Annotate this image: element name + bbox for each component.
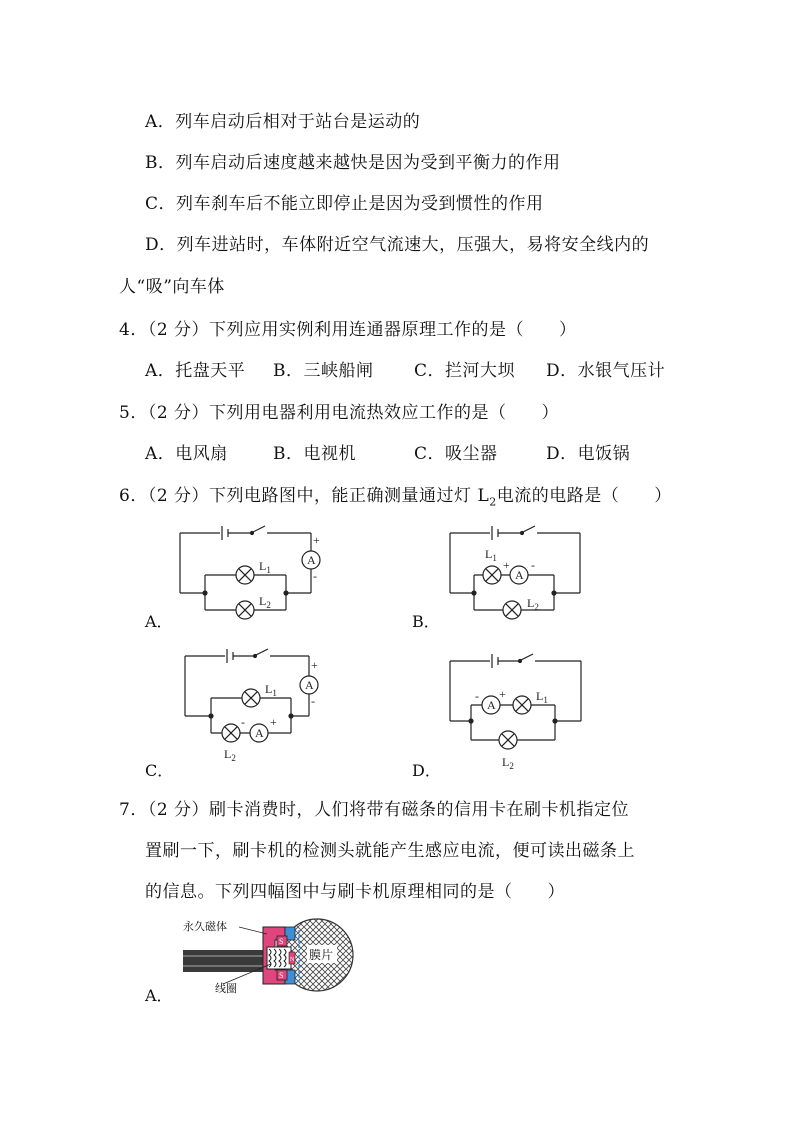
lamp-l1-label: $L_1$ [485,547,497,563]
minus-sign: - [311,694,315,708]
plus-sign: + [503,558,510,572]
q7-stem-line1: 7．（2 分）刷卡消费时，人们将带有磁条的信用卡在刷卡机指定位 [119,800,630,820]
q6-label-b: B． [412,612,440,631]
plus-sign: + [311,658,318,672]
q6-label-c: C． [145,761,174,780]
q3-option-a: A．列车启动后相对于站台是运动的 [145,112,421,132]
permanent-magnet-label: 永久磁体 [183,921,227,933]
q5-option-c: C．吸尘器 [414,444,498,464]
ammeter-label: A [255,726,264,740]
q3-option-c: C．列车刹车后不能立即停止是因为受到惯性的作用 [145,194,544,214]
q6-stem: 6．（2 分）下列电路图中，能正确测量通过灯 $L_2$电流的电路是（ ） [119,486,672,509]
q4-option-b: B．三峡船闸 [273,361,374,381]
q3-option-b: B．列车启动后速度越来越快是因为受到平衡力的作用 [145,153,561,173]
lamp-l1-label: $L_1$ [259,559,271,575]
q4-stem: 4．（2 分）下列应用实例利用连通器原理工作的是（ ） [119,320,577,340]
minus-sign: - [241,715,245,729]
minus-sign: - [475,689,479,703]
lamp-l2-label: $L_2$ [527,596,539,612]
lamp-l1-label: $L_1$ [536,689,548,705]
pole-n: N [290,957,295,963]
plus-sign: + [313,533,320,547]
q6-label-a: A． [145,612,173,631]
ammeter-label: A [305,678,314,692]
minus-sign: - [313,569,317,583]
minus-sign: - [531,558,535,572]
lamp-l2-label: $L_2$ [224,747,236,763]
q7-stem-line3: 的信息。下列四幅图中与刷卡机原理相同的是（ ） [145,882,565,902]
circuit-a-diagram [170,515,335,630]
q5-option-b: B．电视机 [273,444,356,464]
ammeter-label: A [515,568,524,582]
q3-option-d: D．列车进站时，车体附近空气流速大，压强大，易将安全线内的 [145,235,650,255]
q6-label-d: D． [412,761,441,780]
membrane-label: 膜片 [309,948,334,962]
lamp-l1-label: $L_1$ [265,682,277,698]
lamp-l2-label: $L_2$ [259,594,271,610]
q4-options [0,356,794,380]
ammeter-label: A [487,698,496,712]
q4-option-d: D．水银气压计 [546,361,666,381]
q7-stem-line2: 置刷一下，刷卡机的检测头就能产生感应电流，便可读出磁条上 [145,841,635,861]
plus-sign: + [499,687,506,701]
q5-stem: 5．（2 分）下列用电器利用电流热效应工作的是（ ） [119,403,560,423]
lamp-l2-label: $L_2$ [502,755,514,771]
ammeter-label: A [307,553,316,567]
microphone-diagram [175,912,365,1002]
q4-option-c: C．拦河大坝 [414,361,516,381]
coil-label: 线圈 [215,983,237,995]
q5-option-d: D．电饭锅 [546,444,631,464]
q3-option-d-cont: 人“吸”向车体 [119,277,225,297]
circuit-d-diagram [440,645,600,775]
q4-option-a: A．托盘天平 [145,361,246,381]
circuit-c-diagram [175,640,335,770]
pole-s-bottom: S [279,971,284,980]
pole-s-top: S [279,937,284,946]
q5-option-a: A．电风扇 [145,444,228,464]
plus-sign: + [270,715,277,729]
q7-label-a: A． [145,986,173,1005]
circuit-b-diagram [440,515,600,630]
q5-options [0,439,794,463]
